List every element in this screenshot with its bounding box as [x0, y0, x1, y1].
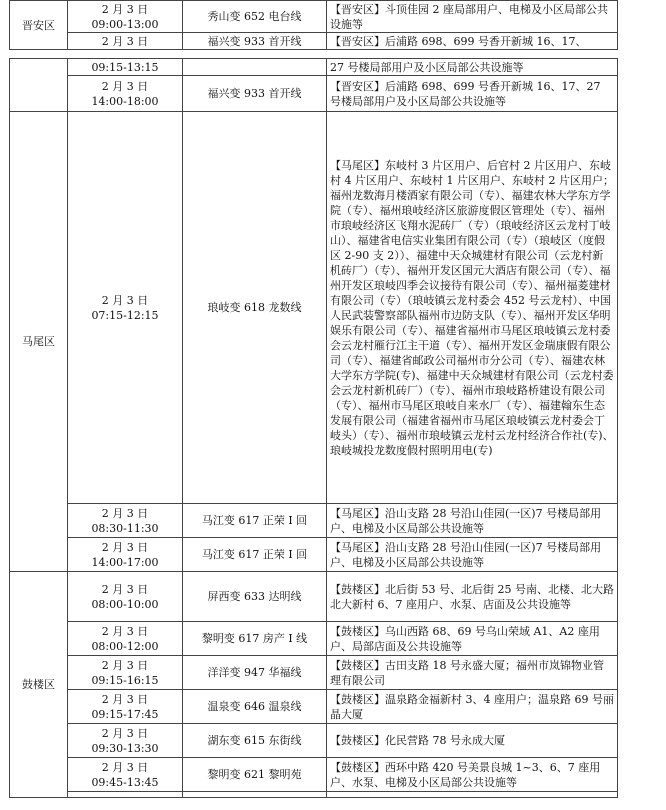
table-row — [10, 656, 618, 690]
time-cell — [68, 656, 183, 690]
time-text: 14:00-18:00 — [91, 94, 159, 108]
time-text: 08:00-10:00 — [91, 597, 159, 611]
table-row — [10, 1, 618, 33]
time-cell: 09:15-13:15 — [68, 59, 183, 76]
time-text: 09:15-17:45 — [91, 707, 159, 721]
area-cell: 【晋安区】斗顶佳园 2 座局部用户、电梯及小区局部公共设施等 — [327, 1, 618, 33]
line-cell: 福兴变 933 首开线 — [183, 76, 327, 112]
table-row — [10, 792, 618, 798]
table-row — [10, 690, 618, 724]
area-cell: 【鼓楼区】乌山西路 68、69 号乌山荣域 A1、A2 座用户、局部店面及公共设施等 — [327, 622, 618, 656]
time-text: 08:30-11:30 — [91, 521, 159, 535]
table-row — [10, 724, 618, 758]
date-text: 2 月 3 日 — [101, 624, 149, 638]
table-row — [10, 622, 618, 656]
line-cell: 秀山变 652 电台线 — [183, 1, 327, 33]
line-cell: 福兴变 933 首开线 — [183, 33, 327, 50]
district-cell: 鼓楼区 — [10, 572, 68, 798]
table-row — [10, 76, 618, 112]
area-cell: 【马尾区】沿山支路 28 号沿山佳园(一区)7 号楼局部用户、电梯及小区局部公共设施等 — [327, 504, 618, 538]
area-cell: 27 号楼局部用户及小区局部公共设施等 — [327, 59, 618, 76]
time-cell — [68, 622, 183, 656]
table-row — [10, 504, 618, 538]
time-cell — [68, 792, 183, 798]
date-text: 2 月 3 日 — [101, 540, 149, 554]
time-cell — [68, 690, 183, 724]
time-cell — [68, 112, 183, 504]
line-cell: 屏西变 633 达明线 — [183, 572, 327, 622]
date-text: 2 月 3 日 — [101, 692, 149, 706]
area-cell: 【鼓楼区】温泉路金福新村 3、4 座用户；温泉路 69 号丽晶大厦 — [327, 690, 618, 724]
date-text: 2 月 3 日 — [101, 2, 149, 16]
outage-table-top — [9, 0, 618, 50]
date-text: 2 月 3 日 — [101, 293, 149, 307]
date-text: 2 月 3 日 — [101, 79, 149, 93]
date-text: 2 月 3 日 — [101, 34, 149, 48]
date-text: 2 月 3 日 — [101, 726, 149, 740]
area-cell: 【鼓楼区】古田支路 18 号永盛大厦；福州市岚锦物业管理有限公司 — [327, 656, 618, 690]
table-row — [10, 538, 618, 572]
time-text: 07:15-12:15 — [91, 308, 159, 322]
line-cell: 湖东变 615 东街线 — [183, 724, 327, 758]
time-cell — [68, 724, 183, 758]
table-row — [10, 59, 618, 76]
table-row — [10, 572, 618, 622]
line-cell: 温泉变 646 温泉线 — [183, 690, 327, 724]
time-text: 09:00-13:00 — [91, 17, 159, 31]
time-text: 08:00-12:00 — [91, 639, 159, 653]
time-cell — [68, 76, 183, 112]
time-cell — [68, 33, 183, 50]
time-text: 09:30-13:30 — [91, 741, 159, 755]
date-text: 2 月 3 日 — [101, 760, 149, 774]
district-cell: 晋安区 — [10, 1, 68, 50]
time-cell — [68, 538, 183, 572]
line-cell: 黎明变 617 房产 I 线 — [183, 622, 327, 656]
line-cell: 黎明变 621 黎明苑 — [183, 758, 327, 792]
line-cell — [183, 59, 327, 76]
area-cell: 【鼓楼区】化民营路 78 号永成大厦 — [327, 724, 618, 758]
date-text: 2 月 3 日 — [101, 658, 149, 672]
time-cell — [68, 1, 183, 33]
area-cell: 【鼓楼区】西环中路 420 号美景良城 1~3、6、7 座用户、水泵、电梯及小区局部公共设施等 — [327, 758, 618, 792]
area-cell: 【鼓楼区】北后街 53 号、北后街 25 号南、北楼、北大路北大新村 6、7 座用户、水泵、店面及公共设施等 — [327, 572, 618, 622]
area-cell: 【晋安区】后浦路 698、699 号香开新城 16、17、 — [327, 33, 618, 50]
area-cell: 【马尾区】东岐村 3 片区用户、后官村 2 片区用户、东岐村 4 片区用户、东岐村 1 片区用户、东岐村 2 片区用户；福州龙数海月楼酒家有限公司（专）、福建农林大学东方学院（专）、福州琅岐经济区旅游度假区管理处（专）、福州市琅岐经济区飞翔水泥砖厂（专）（琅岐经济区云龙村丁岐山）、福建省电信实业集团有限公司（专）（琅岐区（度假区 2-90 支 2））、福建中天众城建材有限公司（云龙村新机砖厂）（专）、福州开发区国元大酒店有限公司（专）、福州开发区琅岐四季会议接待有限公司（专）、福州福菱建材有限公司（专）（琅岐镇云龙村委会 452 号云龙村）、中国人民武装警察部队福州市边防支队（专）、福州开发区华明娱乐有限公司（专）、福建省福州市马尾区琅岐镇云龙村委会云龙村雁行江主干道（专）、福州开发区金瑞康假有限公司（专）、福建省邮政公司福州市分公司（专）、福建农林大学东方学院(专)、福建中天众城建材有限公司（云龙村委会云龙村新机砖厂）（专）、福州市琅岐路桥建设有限公司（专）、福州市马尾区琅岐自来水厂（专）、福建翰东生态发展有限公司（福建省福州市马尾区琅岐镇云龙村委会丁岐头）（专）、福州市琅岐镇云龙村云龙村经济合作社(专)、琅岐城投龙数度假村照明用电(专) — [327, 112, 618, 504]
line-cell: 琅岐变 618 龙数线 — [183, 112, 327, 504]
line-cell: 马江变 617 正荣 I 回 — [183, 538, 327, 572]
area-cell: 【马尾区】沿山支路 28 号沿山佳园(一区)7 号楼局部用户、电梯及小区局部公共设施等 — [327, 538, 618, 572]
area-cell: 【晋安区】后浦路 698、699 号香开新城 16、17、27 号楼局部用户及小区局部公共设施等 — [327, 76, 618, 112]
time-cell — [68, 758, 183, 792]
line-cell: 洋洋变 947 华福线 — [183, 656, 327, 690]
table-row — [10, 33, 618, 50]
outage-table-main — [9, 58, 618, 798]
time-text: 09:45-13:45 — [91, 775, 159, 789]
date-text: 2 月 3 日 — [101, 506, 149, 520]
district-cell — [10, 59, 68, 112]
line-cell — [183, 792, 327, 798]
district-cell: 马尾区 — [10, 112, 68, 572]
time-text: 14:00-17:00 — [91, 555, 159, 569]
line-cell: 马江变 617 正荣 I 回 — [183, 504, 327, 538]
date-text: 2 月 3 日 — [101, 582, 149, 596]
area-cell — [327, 792, 618, 798]
table-row — [10, 112, 618, 504]
time-text: 09:15-16:15 — [91, 673, 159, 687]
time-cell — [68, 572, 183, 622]
time-cell — [68, 504, 183, 538]
table-row — [10, 758, 618, 792]
